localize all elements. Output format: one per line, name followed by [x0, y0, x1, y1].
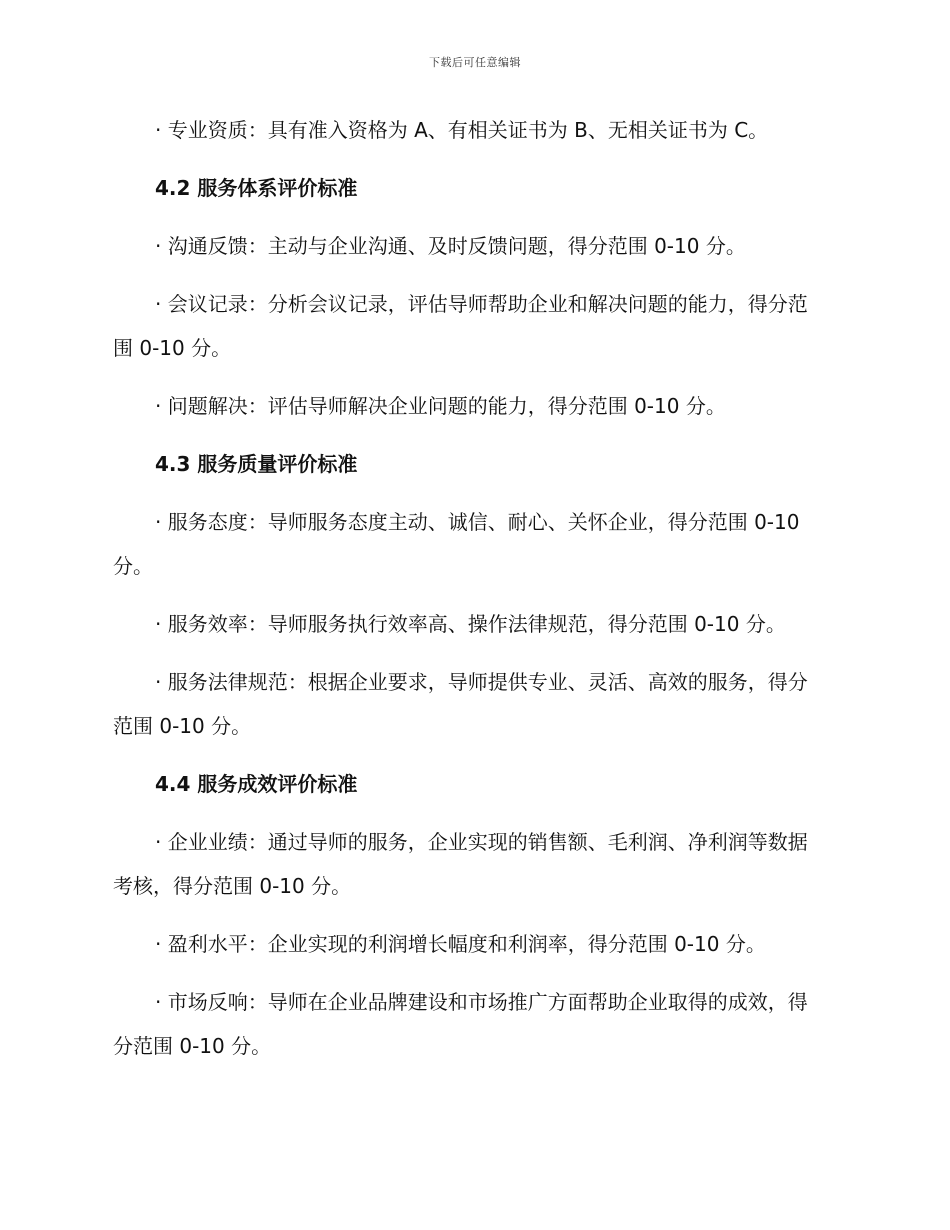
paragraph-service-legal-norms: · 服务法律规范：根据企业要求，导师提供专业、灵活、高效的服务，得分范围 0-10 分。	[113, 670, 808, 738]
paragraph-communication-feedback: · 沟通反馈：主动与企业沟通、及时反馈问题，得分范围 0-10 分。	[155, 234, 746, 258]
section-heading-4-4: 4.4 服务成效评价标准	[155, 772, 358, 796]
section-heading-4-2: 4.2 服务体系评价标准	[155, 176, 358, 200]
paragraph-professional-qualification: · 专业资质：具有准入资格为 A、有相关证书为 B、无相关证书为 C。	[155, 118, 769, 142]
paragraph-problem-solving: · 问题解决：评估导师解决企业问题的能力，得分范围 0-10 分。	[155, 394, 726, 418]
paragraph-market-response: · 市场反响：导师在企业品牌建设和市场推广方面帮助企业取得的成效，得分范围 0-10 分。	[113, 990, 808, 1058]
paragraph-meeting-records: · 会议记录：分析会议记录，评估导师帮助企业和解决问题的能力，得分范围 0-10 分。	[113, 292, 808, 360]
document-body	[113, 108, 825, 1082]
paragraph-profitability: · 盈利水平：企业实现的利润增长幅度和利润率，得分范围 0-10 分。	[155, 932, 766, 956]
paragraph-service-efficiency: · 服务效率：导师服务执行效率高、操作法律规范，得分范围 0-10 分。	[155, 612, 786, 636]
paragraph-service-attitude: · 服务态度：导师服务态度主动、诚信、耐心、关怀企业，得分范围 0-10 分。	[113, 510, 800, 578]
section-heading-4-3: 4.3 服务质量评价标准	[155, 452, 358, 476]
paragraph-enterprise-performance: · 企业业绩：通过导师的服务，企业实现的销售额、毛利润、净利润等数据考核，得分范围 0-10 分。	[113, 830, 808, 898]
page-header: 下载后可任意编辑	[429, 56, 521, 69]
